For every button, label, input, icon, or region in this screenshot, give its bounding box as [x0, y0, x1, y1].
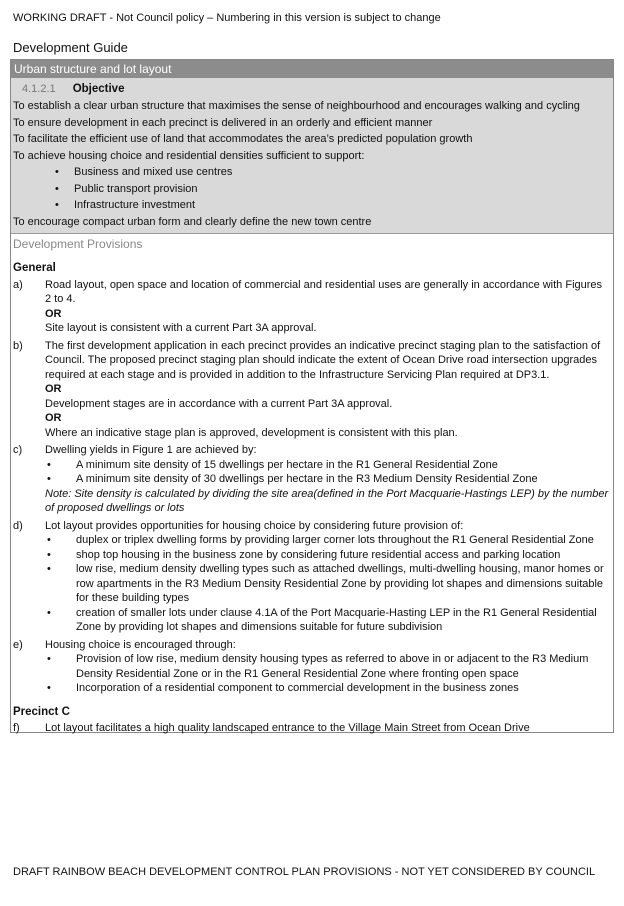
- bullet-icon: •: [55, 199, 59, 211]
- item-text: Housing choice is encouraged through:: [45, 638, 236, 651]
- objective-bullet: [11, 164, 613, 181]
- item-letter: e): [13, 638, 23, 651]
- item-letter: c): [13, 444, 23, 456]
- item-letter: d): [13, 519, 23, 532]
- item-text: Lot layout facilitates a high quality landscaped entrance to the Village Main Street from Ocean Drive: [45, 722, 530, 734]
- bullet-icon: •: [47, 682, 51, 694]
- provision-item-b: [13, 339, 613, 441]
- bullet-icon: •: [47, 534, 51, 546]
- objective-number: 4.1.2.1: [22, 83, 56, 95]
- list-item: [45, 652, 609, 681]
- item-text: Road layout, open space and location of commercial and residential uses are generally in accordance with Figures 2 to 4.: [45, 278, 603, 305]
- objective-line: To achieve housing choice and residential densities sufficient to support:: [13, 149, 365, 162]
- list-item: [45, 533, 609, 548]
- or-label: OR: [45, 307, 62, 320]
- bullet-icon: •: [47, 563, 51, 575]
- item-letter: b): [13, 339, 23, 352]
- list-item-text: Provision of low rise, medium density housing types as referred to above in or adjacent to the R3 Medium Density Residential Zone or in the R1 General Residential Zone where fronting open space: [76, 653, 589, 680]
- objective-bullet: [11, 197, 613, 214]
- item-text: The first development application in each precinct provides an indicative precinct staging plan to the satisfaction of Council. The proposed precinct staging plan should indicate the extent of Ocean Drive road intersection upgrades required at each stage and is provided in addition to the Infrastructure Servicing Plan required at DP3.1.: [45, 339, 601, 381]
- item-alt-text: Development stages are in accordance with a current Part 3A approval.: [45, 397, 393, 410]
- list-item-text: A minimum site density of 30 dwellings per hectare in the R3 Medium Density Residential Zone: [76, 473, 538, 485]
- list-item-text: creation of smaller lots under clause 4.1A of the Port Macquarie-Hasting LEP in the R1 General Residential Zone by providing lot shapes and dimensions suitable for future subdivision: [76, 606, 597, 633]
- or-label: OR: [45, 383, 62, 395]
- objective-bullet-text: Public transport provision: [74, 182, 198, 195]
- item-letter: f): [13, 722, 20, 734]
- site-density-note: Note: Site density is calculated by dividing the site area(defined in the Port Macquarie-Hastings LEP) by the number of proposed dwellings or lots: [45, 487, 609, 514]
- provision-item-d: [13, 519, 613, 635]
- list-item: [45, 562, 609, 606]
- draft-footer-note: DRAFT RAINBOW BEACH DEVELOPMENT CONTROL PLAN PROVISIONS - NOT YET CONSIDERED BY COUNCIL: [13, 866, 596, 878]
- bullet-icon: •: [47, 458, 51, 471]
- bullet-icon: •: [55, 166, 59, 178]
- list-item: [45, 458, 609, 473]
- development-guide-table: [10, 59, 614, 733]
- provision-item-a: [13, 278, 613, 336]
- provisions-heading: Development Provisions: [11, 233, 613, 256]
- objective-line: To encourage compact urban form and clearly define the new town centre: [13, 215, 372, 228]
- objective-bullet-text: Business and mixed use centres: [74, 166, 233, 178]
- general-heading: General: [13, 262, 56, 274]
- section-title-bar: Urban structure and lot layout: [11, 60, 613, 78]
- objective-title: Objective: [72, 83, 125, 95]
- bullet-icon: •: [47, 653, 51, 665]
- objective-heading: [11, 80, 613, 98]
- precinct-heading: Precinct C: [13, 705, 70, 718]
- bullet-icon: •: [47, 473, 51, 485]
- list-item-text: low rise, medium density dwelling types such as attached dwellings, multi-dwelling housing, manor homes or row apartments in the R3 Medium Density Residential Zone by providing lot shapes and dimensions suitable for these building types: [76, 563, 604, 604]
- provision-item-c: [13, 443, 613, 516]
- provision-item-e: [13, 638, 613, 696]
- bullet-icon: •: [55, 182, 59, 195]
- objective-bullet-text: Infrastructure investment: [74, 199, 196, 211]
- bullet-icon: •: [47, 548, 51, 561]
- list-item: [45, 472, 609, 487]
- provisions-body: [11, 261, 613, 736]
- objective-line: To establish a clear urban structure that maximises the sense of neighbourhood and encourages walking and cycling: [13, 100, 580, 112]
- bullet-icon: •: [47, 606, 51, 619]
- or-label: OR: [45, 412, 62, 424]
- provision-item-f: [13, 721, 613, 736]
- list-item: [45, 548, 609, 563]
- list-item: [45, 606, 609, 635]
- item-alt-text: Site layout is consistent with a current Part 3A approval.: [45, 322, 317, 334]
- item-text: Lot layout provides opportunities for housing choice by considering future provision of:: [45, 519, 464, 532]
- list-item-text: A minimum site density of 15 dwellings per hectare in the R1 General Residential Zone: [76, 458, 498, 471]
- item-alt-text: Where an indicative stage plan is approved, development is consistent with this plan.: [45, 426, 458, 439]
- item-letter: a): [13, 278, 23, 291]
- list-item-text: Incorporation of a residential component to commercial development in the business zones: [76, 682, 519, 694]
- objective-bullet: [11, 181, 613, 198]
- item-text: Dwelling yields in Figure 1 are achieved by:: [45, 444, 257, 456]
- list-item-text: shop top housing in the business zone by considering future residential access and parking location: [76, 548, 561, 561]
- page-title: Development Guide: [13, 40, 128, 55]
- draft-header-note: WORKING DRAFT - Not Council policy – Numbering in this version is subject to change: [13, 12, 441, 24]
- objective-line: To ensure development in each precinct is delivered in an orderly and efficient manner: [13, 116, 433, 129]
- objective-line: To facilitate the efficient use of land that accommodates the area’s predicted population growth: [13, 133, 473, 145]
- list-item: [45, 681, 609, 696]
- objective-box: [11, 78, 613, 233]
- list-item-text: duplex or triplex dwelling forms by providing larger corner lots throughout the R1 General Residential Zone: [76, 534, 594, 546]
